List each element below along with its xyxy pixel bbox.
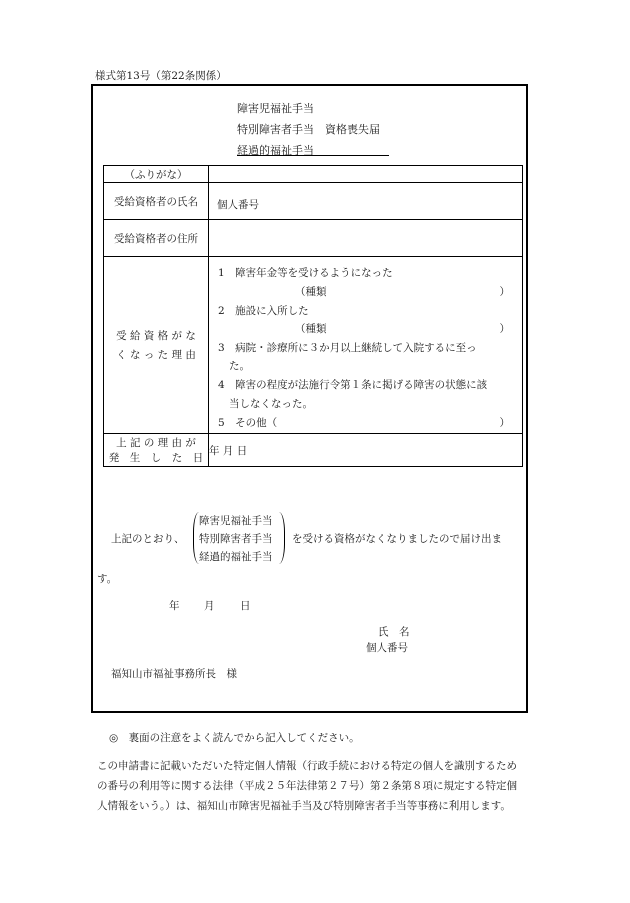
date-year-label: 年 [209,444,220,457]
form-number: 様式第13号（第22条関係） [95,70,227,82]
reason-3[interactable]: 3 病院・診療所に３か月以上継続して入院するに至っ [218,342,477,354]
reason-5-close: ） [499,417,510,429]
addressee: 福知山市福祉事務所長 様 [111,668,237,680]
title-option-disabled-child-allowance: 障害児福祉手当 [237,102,314,115]
statement-suffix: を受ける資格がなくなりましたので届け出ま [292,533,502,545]
reason-2-kind: （種類 [295,323,327,335]
statement-prefix: 上記のとおり、 [111,533,185,545]
form-table [103,165,523,467]
reason-2-kind-close: ） [499,323,510,335]
reason-4[interactable]: 4 障害の程度が法施行令第１条に掲げる障害の状態に該 [218,379,488,391]
submit-year-label: 年 [169,600,180,612]
statement-end: す。 [97,573,118,585]
address-label: 受給資格者の住所 [104,220,209,257]
privacy-notice-line1: この申請書に記載いただいた特定個人情報（行政手続における特定の個人を識別するため [97,760,517,772]
submit-day-label: 日 [240,600,251,612]
title-option-transitional-welfare-allowance: 経過的福祉手当 [237,144,314,157]
reason-options [209,257,523,434]
mynumber-label: 個人番号 [217,199,259,211]
date-field[interactable] [209,434,523,467]
date-label [104,434,209,467]
name-field[interactable] [209,183,523,220]
allowance-type-brace [193,512,285,564]
reason-label [104,257,209,434]
date-day-label: 日 [236,444,248,457]
reason-3-cont: た。 [229,360,250,372]
back-side-notice: ◎ 裏面の注意をよく読んでから記入してください。 [109,732,360,744]
privacy-notice-line3: 人情報をいう。）は、福知山市障害児福祉手当及び特別障害者手当等事務に利用します。 [97,800,511,812]
reason-label-line1: 受 給 資 格 が な [116,330,196,342]
brace-right [278,512,285,564]
statement-option-special-disability-allowance[interactable]: 特別障害者手当 [199,533,273,545]
reason-5[interactable]: 5 その他（ [218,417,278,429]
reason-label-line2: く な っ た 理 由 [116,349,196,361]
reason-1-kind-close: ） [499,286,510,298]
furigana-field[interactable] [209,166,523,183]
title-special-disability-allowance: 特別障害者手当 資格喪失届 [237,123,380,136]
reason-4-cont: 当しなくなった。 [229,398,313,410]
title-underline [237,155,389,156]
submit-month-label: 月 [204,600,215,612]
date-label-line1: 上 記 の 理 由 が [116,437,196,449]
applicant-name-label: 氏 名 [378,626,410,638]
furigana-label: （ふりがな） [104,166,209,183]
date-label-line2: 発 生 し た 日 [108,452,204,464]
date-month-label: 月 [222,444,234,457]
name-label: 受給資格者の氏名 [104,183,209,220]
applicant-mynumber-label: 個人番号 [366,642,408,654]
reason-1-kind: （種類 [295,286,327,298]
privacy-notice-line2: の番号の利用等に関する法律（平成２５年法律第２７号）第２条第８項に規定する特定個 [97,780,517,792]
statement-option-disabled-child-allowance[interactable]: 障害児福祉手当 [199,515,273,527]
reason-2[interactable]: 2 施設に入所した [218,305,309,317]
statement-option-transitional-welfare-allowance[interactable]: 経過的福祉手当 [199,551,273,563]
address-field[interactable] [209,220,523,257]
reason-1[interactable]: 1 障害年金等を受けるようになった [218,267,393,279]
